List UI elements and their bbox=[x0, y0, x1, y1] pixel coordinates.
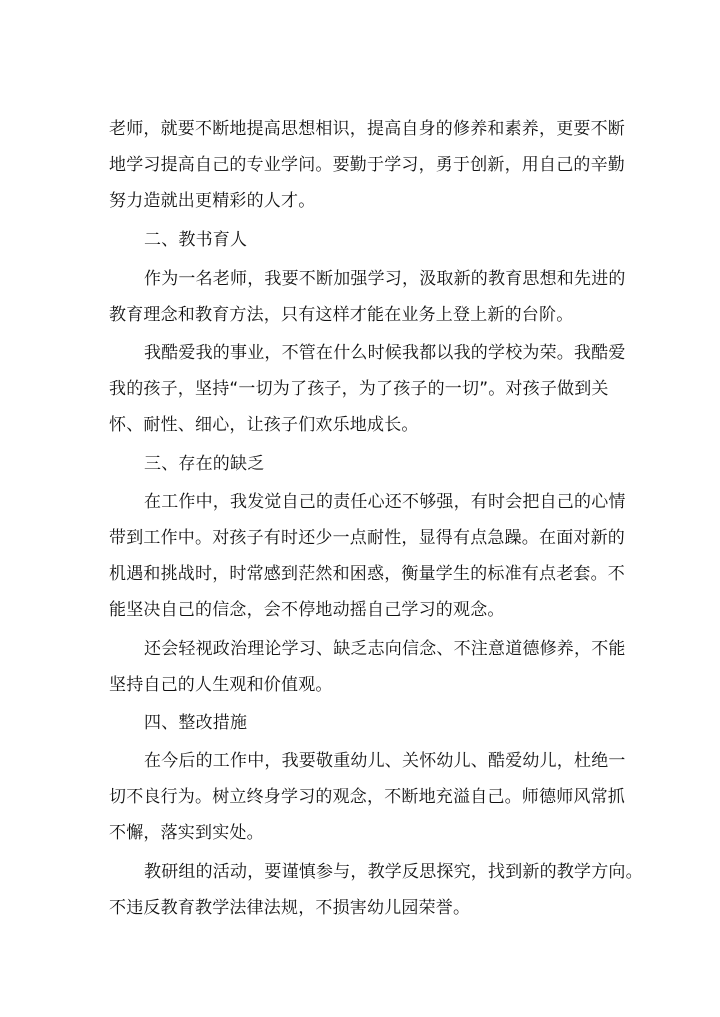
body-line: 还会轻视政治理论学习、缺乏志向信念、不注意道德修养，不能 bbox=[144, 639, 626, 659]
section-heading: 二、教书育人 bbox=[144, 230, 248, 250]
body-line: 坚持自己的人生观和价值观。 bbox=[109, 675, 333, 695]
body-line: 努力造就出更精彩的人才。 bbox=[109, 191, 316, 211]
body-line: 老师，就要不断地提高思想相识，提高自身的修养和素养，更要不断 bbox=[109, 119, 625, 139]
body-line: 在今后的工作中，我要敬重幼儿、关怀幼儿、酷爱幼儿，杜绝一 bbox=[144, 751, 626, 771]
body-line: 在工作中，我发觉自己的责任心还不够强，有时会把自己的心情 bbox=[144, 492, 626, 512]
section-heading: 四、整改措施 bbox=[144, 713, 248, 733]
body-line: 作为一名老师，我要不断加强学习，汲取新的教育思想和先进的 bbox=[144, 269, 626, 289]
body-line: 能坚决自己的信念，会不停地动摇自己学习的观念。 bbox=[109, 600, 505, 620]
body-line: 怀、耐性、细心，让孩子们欢乐地成长。 bbox=[109, 415, 419, 435]
body-line: 教育理念和教育方法，只有这样才能在业务上登上新的台阶。 bbox=[109, 305, 574, 325]
body-line: 地学习提高自己的专业学问。要勤于学习，勇于创新，用自己的辛勤 bbox=[109, 155, 625, 175]
section-heading: 三、存在的缺乏 bbox=[144, 454, 265, 474]
body-line: 不懈，落实到实处。 bbox=[109, 823, 264, 843]
body-line: 我酷爱我的事业，不管在什么时候我都以我的学校为荣。我酷爱 bbox=[144, 343, 626, 363]
body-line: 我的孩子，坚持“一切为了孩子，为了孩子的一切”。对孩子做到关 bbox=[109, 379, 609, 399]
body-line: 不违反教育教学法律法规，不损害幼儿园荣誉。 bbox=[109, 898, 471, 918]
body-line: 教研组的活动，要谨慎参与，教学反思探究，找到新的教学方向。 bbox=[144, 862, 643, 882]
body-line: 带到工作中。对孩子有时还少一点耐性，显得有点急躁。在面对新的 bbox=[109, 528, 625, 548]
body-line: 切不良行为。树立终身学习的观念，不断地充溢自己。师德师风常抓 bbox=[109, 787, 625, 807]
body-line: 机遇和挑战时，时常感到茫然和困惑，衡量学生的标准有点老套。不 bbox=[109, 564, 625, 584]
